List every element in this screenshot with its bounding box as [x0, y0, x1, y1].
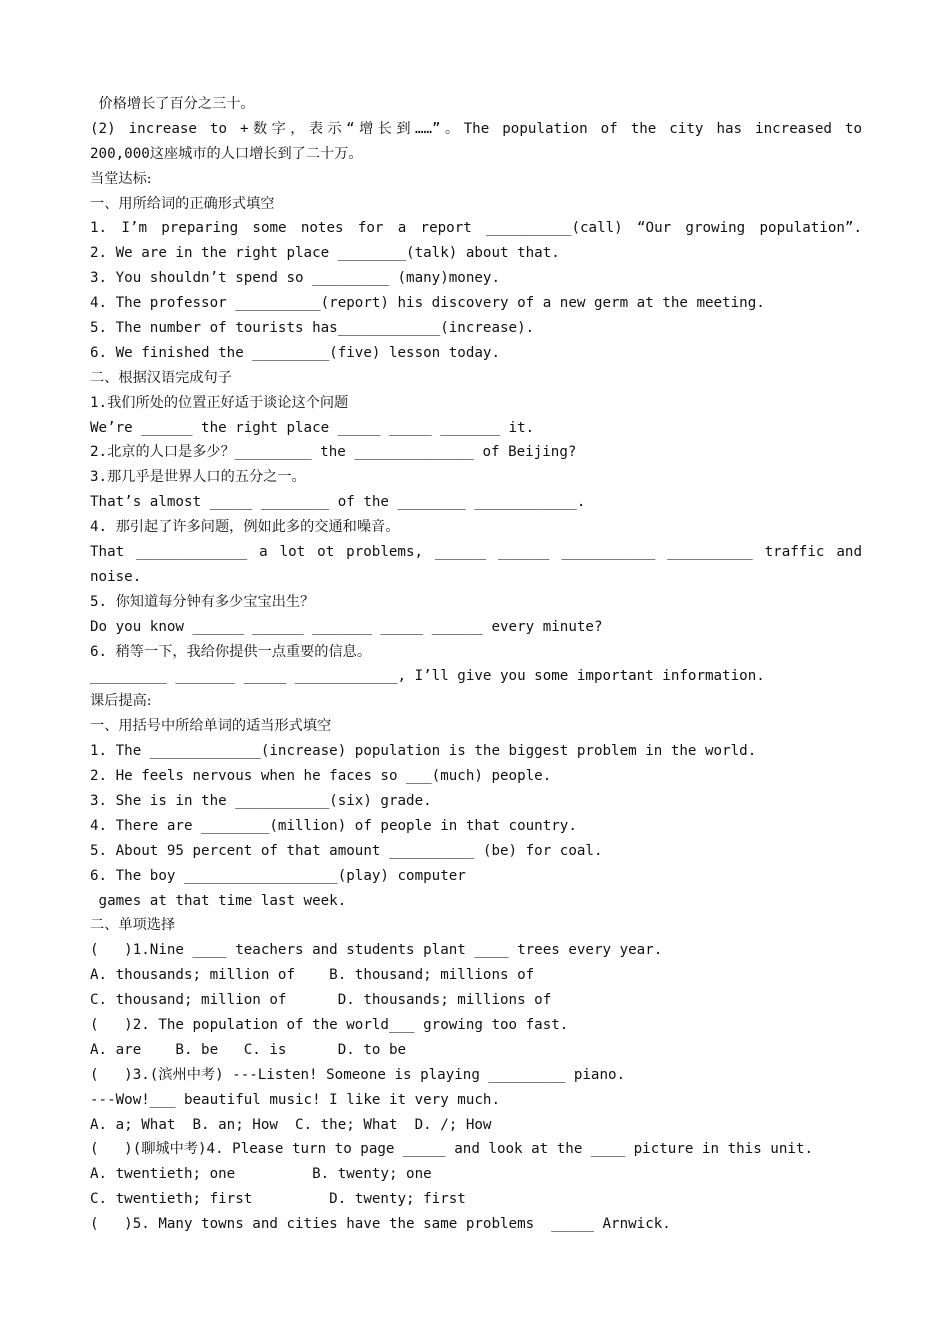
exercise-line: 3. She is in the ___________(six) grade.	[90, 792, 432, 809]
choice-question: ( )1.Nine ____ teachers and students plant ____ trees every year.	[90, 942, 663, 959]
choice-options: A. thousands; million of B. thousand; millions of	[90, 967, 535, 984]
part-heading: 一、用括号中所给单词的适当形式填空	[90, 718, 332, 735]
intro-line: (2) increase to +数字，表示“增长到……”。The population of the city has increased to	[90, 120, 862, 137]
part-heading: 二、根据汉语完成句子	[90, 369, 232, 386]
exercise-line: 5. 你知道每分钟有多少宝宝出生？	[90, 593, 315, 610]
intro-line: 价格增长了百分之三十。	[90, 96, 255, 112]
exercise-line: 6. We finished the _________(five) lesson today.	[90, 344, 500, 361]
exercise-line: 4. There are ________(million) of people in that country.	[90, 817, 577, 834]
exercise-line: 2. He feels nervous when he faces so ___(much) people.	[90, 768, 552, 785]
exercise-line: Do you know ______ ______ _______ _____ ______ every minute?	[90, 618, 603, 635]
part-heading: 二、单项选择	[90, 917, 176, 934]
choice-options: A. twentieth; one B. twenty; one	[90, 1166, 432, 1183]
exercise-line: 6. The boy __________________(play) computer	[90, 867, 466, 884]
worksheet-page	[90, 92, 862, 1237]
exercise-line: 1. I’m preparing some notes for a report __________(call) “Our growing population”.	[90, 220, 862, 237]
exercise-line: 2. We are in the right place ________(talk) about that.	[90, 245, 560, 262]
exercise-line: 5. The number of tourists has____________(increase).	[90, 320, 535, 337]
exercise-line: 3. You shouldn’t spend so _________ (many)money.	[90, 270, 500, 287]
intro-line: 200,000这座城市的人口增长到了二十万。	[90, 145, 363, 162]
section-title-practice: 当堂达标:	[90, 170, 152, 187]
exercise-line: 6. 稍等一下，我给你提供一点重要的信息。	[90, 643, 372, 660]
choice-options: A. a; What B. an; How C. the; What D. /; How	[90, 1116, 492, 1133]
exercise-line: 4. 那引起了许多问题，例如此多的交通和噪音。	[90, 519, 400, 536]
choice-question: ( )2. The population of the world___ growing too fast.	[90, 1016, 569, 1033]
choice-options: C. twentieth; first D. twenty; first	[90, 1191, 466, 1208]
part-heading: 一、用所给词的正确形式填空	[90, 195, 275, 212]
exercise-line: noise.	[90, 568, 142, 585]
choice-question: ---Wow!___ beautiful music! I like it very much.	[90, 1091, 500, 1108]
exercise-line: 1.我们所处的位置正好适于谈论这个问题	[90, 394, 349, 411]
choice-options: C. thousand; million of D. thousands; millions of	[90, 992, 552, 1009]
choice-options: A. are B. be C. is D. to be	[90, 1041, 407, 1058]
exercise-line: We’re ______ the right place _____ _____ _______ it.	[90, 419, 535, 436]
choice-question: ( )5. Many towns and cities have the same problems _____ Arnwick.	[90, 1216, 671, 1233]
exercise-line: That’s almost _____ ________ of the ________ ____________.	[90, 494, 586, 511]
exercise-line: That _____________ a lot ot problems, ______ ______ ___________ __________ traffic and	[90, 544, 862, 561]
exercise-line: 4. The professor __________(report) his discovery of a new germ at the meeting.	[90, 295, 765, 312]
exercise-line: games at that time last week.	[90, 892, 347, 909]
exercise-line: 5. About 95 percent of that amount __________ (be) for coal.	[90, 842, 603, 859]
section-title-after-class: 课后提高:	[90, 693, 152, 710]
exercise-line: 2.北京的人口是多少？_________ the ______________ of Beijing?	[90, 444, 577, 461]
exercise-line: 3.那几乎是世界人口的五分之一。	[90, 469, 306, 486]
exercise-line: _________ _______ _____ ____________, I’ll give you some important information.	[90, 668, 765, 685]
exercise-line: 1. The _____________(increase) population is the biggest problem in the world.	[90, 743, 757, 760]
choice-question: ( )3.(滨州中考) ---Listen! Someone is playing _________ piano.	[90, 1066, 626, 1083]
choice-question: ( )(聊城中考)4. Please turn to page _____ and look at the ____ picture in this unit.	[90, 1141, 813, 1158]
